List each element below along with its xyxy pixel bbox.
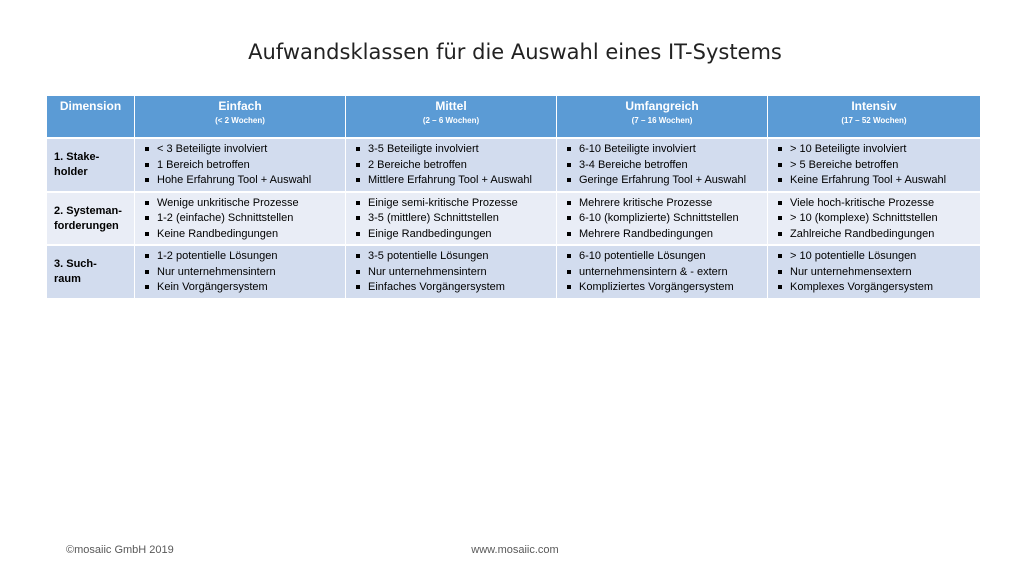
- dimension-label: forderungen: [54, 219, 119, 232]
- list-item: [778, 227, 974, 243]
- list-item: [567, 158, 761, 174]
- header-mittel: [346, 96, 557, 139]
- list-item-text: 6-10 (komplizierte) Schnittstellen: [579, 212, 739, 224]
- criteria-cell: [768, 246, 980, 300]
- square-bullet-icon: [778, 216, 782, 220]
- list-item: [356, 158, 550, 174]
- list-item: [778, 211, 974, 227]
- list-item: [567, 173, 761, 189]
- dimension-cell: [47, 139, 135, 193]
- header-einfach: [135, 96, 346, 139]
- column-duration: (2 – 6 Wochen): [422, 116, 480, 125]
- criteria-cell: [135, 139, 346, 193]
- list-item-text: 6-10 potentielle Lösungen: [579, 250, 706, 262]
- list-item: [145, 173, 339, 189]
- criteria-list: [145, 142, 339, 189]
- criteria-cell: [557, 193, 768, 247]
- list-item-text: 3-4 Bereiche betroffen: [579, 158, 688, 171]
- column-label: Intensiv: [851, 99, 897, 113]
- list-item-text: Viele hoch-kritische Prozesse: [790, 196, 935, 209]
- table-row: [47, 193, 980, 247]
- criteria-list: [778, 249, 974, 296]
- square-bullet-icon: [778, 147, 782, 151]
- square-bullet-icon: [778, 163, 782, 167]
- list-item-text: Nur unternehmensintern: [157, 265, 276, 278]
- dimension-cell: [47, 246, 135, 300]
- criteria-list: [567, 142, 761, 189]
- square-bullet-icon: [145, 178, 149, 182]
- list-item: [778, 142, 974, 158]
- dimension-label: raum: [54, 273, 81, 285]
- header-umfangreich: [557, 96, 768, 139]
- column-duration: (7 – 16 Wochen): [631, 116, 693, 125]
- list-item: [567, 211, 761, 227]
- list-item: [778, 249, 974, 265]
- list-item-text: unternehmensintern & - extern: [579, 265, 728, 278]
- square-bullet-icon: [356, 285, 360, 289]
- square-bullet-icon: [145, 216, 149, 220]
- list-item: [567, 265, 761, 281]
- list-item-text: Mittlere Erfahrung Tool + Auswahl: [368, 174, 532, 186]
- criteria-list: [778, 196, 974, 243]
- list-item: [778, 280, 974, 296]
- square-bullet-icon: [567, 232, 571, 236]
- criteria-cell: [135, 246, 346, 300]
- column-label: Umfangreich: [625, 99, 699, 113]
- criteria-cell: [768, 139, 980, 193]
- criteria-cell: [346, 246, 557, 300]
- list-item-text: 3-5 (mittlere) Schnittstellen: [368, 212, 499, 224]
- square-bullet-icon: [567, 254, 571, 258]
- square-bullet-icon: [778, 254, 782, 258]
- square-bullet-icon: [567, 216, 571, 220]
- list-item: [567, 196, 761, 212]
- criteria-cell: [557, 139, 768, 193]
- square-bullet-icon: [778, 201, 782, 205]
- list-item-text: Zahlreiche Randbedingungen: [790, 227, 935, 240]
- square-bullet-icon: [567, 178, 571, 182]
- square-bullet-icon: [778, 232, 782, 236]
- criteria-list: [778, 142, 974, 189]
- criteria-list: [145, 249, 339, 296]
- list-item: [778, 196, 974, 212]
- square-bullet-icon: [778, 285, 782, 289]
- list-item: [778, 265, 974, 281]
- list-item: [356, 227, 550, 243]
- dimension-label: holder: [54, 166, 88, 178]
- square-bullet-icon: [567, 285, 571, 289]
- list-item-text: 3-5 potentielle Lösungen: [368, 250, 489, 262]
- list-item-text: 1-2 (einfache) Schnittstellen: [157, 212, 294, 224]
- list-item-text: 1-2 potentielle Lösungen: [157, 250, 278, 262]
- dimension-label: 1. Stake-: [54, 151, 100, 163]
- square-bullet-icon: [567, 147, 571, 151]
- list-item-text: 1 Bereich betroffen: [157, 158, 250, 171]
- list-item-text: 2 Bereiche betroffen: [368, 158, 467, 171]
- criteria-list: [356, 196, 550, 243]
- list-item: [567, 142, 761, 158]
- list-item: [145, 280, 339, 296]
- criteria-list: [145, 196, 339, 243]
- list-item: [778, 158, 974, 174]
- square-bullet-icon: [356, 232, 360, 236]
- list-item: [356, 142, 550, 158]
- list-item: [778, 173, 974, 189]
- dimension-label: 2. Systeman-: [54, 204, 122, 217]
- square-bullet-icon: [145, 285, 149, 289]
- list-item-text: Geringe Erfahrung Tool + Auswahl: [579, 174, 747, 186]
- square-bullet-icon: [145, 147, 149, 151]
- list-item: [145, 249, 339, 265]
- list-item: [145, 158, 339, 174]
- effort-classes-table: [47, 96, 980, 300]
- square-bullet-icon: [356, 270, 360, 274]
- list-item-text: Einfaches Vorgängersystem: [368, 281, 505, 293]
- list-item: [145, 211, 339, 227]
- footer-copyright: ©mosaiic GmbH 2019: [66, 544, 174, 556]
- list-item-text: > 10 potentielle Lösungen: [790, 250, 917, 262]
- list-item: [567, 280, 761, 296]
- list-item-text: 3-5 Beteiligte involviert: [368, 143, 479, 155]
- list-item: [145, 196, 339, 212]
- criteria-list: [567, 249, 761, 296]
- footer-website[interactable]: www.mosaiic.com: [471, 544, 559, 556]
- list-item-text: > 5 Bereiche betroffen: [790, 158, 899, 171]
- square-bullet-icon: [145, 270, 149, 274]
- criteria-list: [356, 142, 550, 189]
- header-intensiv: [768, 96, 980, 139]
- list-item: [356, 280, 550, 296]
- criteria-list: [567, 196, 761, 243]
- list-item: [356, 211, 550, 227]
- column-duration: (< 2 Wochen): [215, 116, 265, 125]
- list-item: [145, 142, 339, 158]
- slide-title: Aufwandsklassen für die Auswahl eines IT-Systems: [248, 40, 782, 64]
- square-bullet-icon: [356, 178, 360, 182]
- list-item-text: 6-10 Beteiligte involviert: [579, 143, 696, 155]
- header-dimension: Dimension: [47, 96, 135, 139]
- list-item: [356, 249, 550, 265]
- square-bullet-icon: [145, 201, 149, 205]
- square-bullet-icon: [356, 254, 360, 258]
- square-bullet-icon: [356, 163, 360, 167]
- list-item-text: Hohe Erfahrung Tool + Auswahl: [157, 174, 312, 186]
- dimension-label: 3. Such-: [54, 258, 97, 270]
- list-item-text: < 3 Beteiligte involviert: [157, 143, 268, 155]
- square-bullet-icon: [145, 163, 149, 167]
- list-item-text: Einige Randbedingungen: [368, 227, 492, 240]
- list-item: [145, 265, 339, 281]
- list-item-text: Wenige unkritische Prozesse: [157, 196, 299, 209]
- criteria-cell: [346, 193, 557, 247]
- square-bullet-icon: [145, 254, 149, 258]
- list-item: [145, 227, 339, 243]
- square-bullet-icon: [356, 147, 360, 151]
- square-bullet-icon: [567, 270, 571, 274]
- table-row: [47, 246, 980, 300]
- table-header-row: [47, 96, 980, 139]
- square-bullet-icon: [356, 216, 360, 220]
- list-item-text: Kompliziertes Vorgängersystem: [579, 281, 734, 293]
- list-item: [356, 265, 550, 281]
- square-bullet-icon: [778, 270, 782, 274]
- list-item-text: Keine Erfahrung Tool + Auswahl: [790, 174, 947, 186]
- list-item: [356, 196, 550, 212]
- list-item: [567, 227, 761, 243]
- list-item-text: > 10 Beteiligte involviert: [790, 143, 907, 155]
- list-item-text: Nur unternehmensintern: [368, 265, 487, 278]
- column-label: Einfach: [218, 99, 262, 113]
- column-duration: (17 – 52 Wochen): [841, 116, 907, 125]
- list-item-text: Komplexes Vorgängersystem: [790, 281, 934, 293]
- criteria-list: [356, 249, 550, 296]
- square-bullet-icon: [356, 201, 360, 205]
- dimension-cell: [47, 193, 135, 247]
- list-item-text: Nur unternehmensextern: [790, 265, 912, 278]
- list-item: [356, 173, 550, 189]
- square-bullet-icon: [567, 201, 571, 205]
- criteria-cell: [135, 193, 346, 247]
- list-item-text: > 10 (komplexe) Schnittstellen: [790, 212, 938, 224]
- criteria-cell: [768, 193, 980, 247]
- criteria-cell: [557, 246, 768, 300]
- column-label: Mittel: [435, 99, 467, 113]
- square-bullet-icon: [778, 178, 782, 182]
- list-item-text: Einige semi-kritische Prozesse: [368, 196, 518, 209]
- list-item-text: Keine Randbedingungen: [157, 227, 279, 240]
- list-item-text: Kein Vorgängersystem: [157, 281, 268, 293]
- square-bullet-icon: [567, 163, 571, 167]
- table-row: [47, 139, 980, 193]
- list-item-text: Mehrere kritische Prozesse: [579, 196, 713, 209]
- list-item-text: Mehrere Randbedingungen: [579, 227, 713, 240]
- criteria-cell: [346, 139, 557, 193]
- list-item: [567, 249, 761, 265]
- square-bullet-icon: [145, 232, 149, 236]
